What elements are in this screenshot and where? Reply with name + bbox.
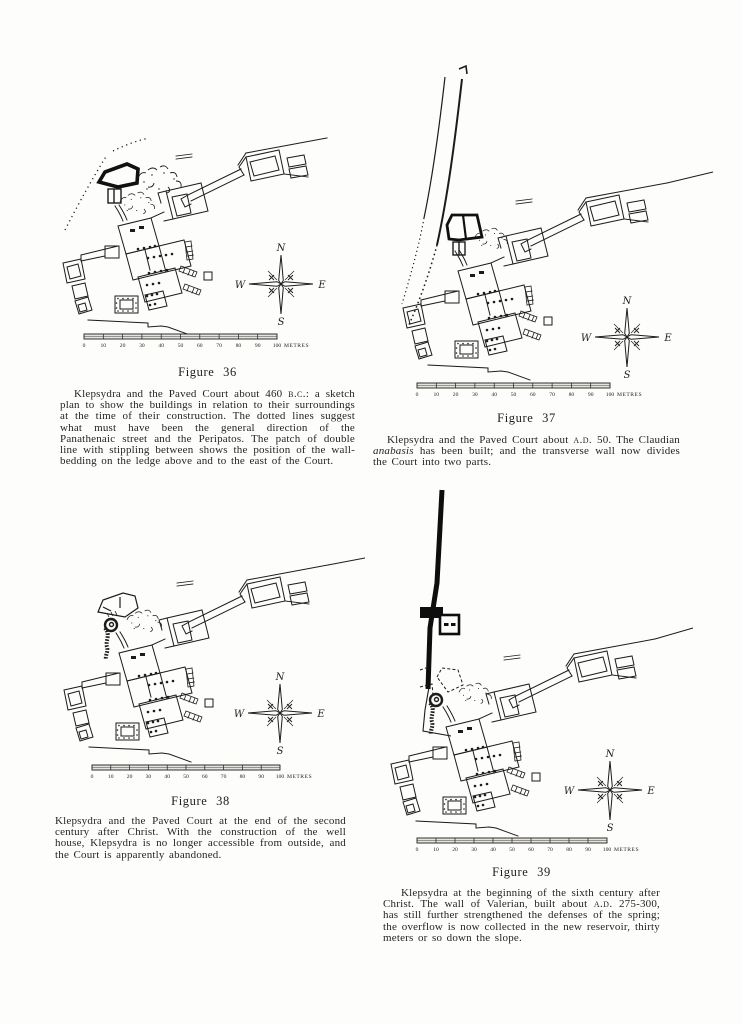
compass-south-label: S bbox=[623, 370, 631, 381]
caption-segment: has been built; and the transverse wall now divides the Court into two parts. bbox=[373, 445, 680, 469]
caption-segment: Klepsydra and the Paved Court at the end of the second century after Christ. With the construction of the well house, Klepsydra is no longer accessible from outside, and the Court is apparently abandoned. bbox=[55, 815, 346, 861]
scale-tick-label: 20 bbox=[452, 392, 459, 398]
figure-39-caption bbox=[383, 888, 660, 944]
scale-unit-label: METRES bbox=[614, 847, 640, 853]
scale-tick-label: 60 bbox=[528, 847, 534, 853]
rock-stipples bbox=[120, 192, 155, 214]
figure-38-caption bbox=[55, 816, 346, 861]
compass-rose bbox=[235, 243, 326, 328]
caption-segment: Klepsydra and the Paved Court about 460 bbox=[74, 388, 289, 400]
scale-tick-label: 10 bbox=[108, 774, 114, 780]
paved-court-walls-divided bbox=[447, 215, 482, 240]
figure-36-title: Figure 36 bbox=[178, 365, 237, 379]
compass-rose bbox=[564, 749, 655, 834]
scale-tick-label: 0 bbox=[415, 392, 419, 398]
court-annex bbox=[108, 189, 121, 203]
transverse-wall bbox=[463, 215, 466, 239]
figure-39-title: Figure 39 bbox=[492, 865, 551, 879]
scale-tick-labels bbox=[416, 847, 612, 853]
scale-tick-label: 10 bbox=[433, 847, 439, 853]
scale-tick-label: 40 bbox=[164, 774, 170, 780]
valerian-wall bbox=[420, 490, 443, 689]
boundary-extension bbox=[655, 628, 693, 639]
figure-37-title: Figure 37 bbox=[497, 411, 556, 425]
caption-segment: Klepsydra and the Paved Court about bbox=[387, 434, 574, 446]
scale-tick-label: 80 bbox=[568, 392, 575, 398]
boundary-extension bbox=[328, 558, 365, 565]
gate-tower-square bbox=[440, 615, 459, 634]
caption-segment: b.c. bbox=[288, 388, 306, 400]
scale-unit-label: METRES bbox=[284, 343, 310, 349]
compass-north-label: N bbox=[276, 243, 286, 254]
caption-segment: anabasis bbox=[373, 445, 414, 458]
scale-tick-label: 50 bbox=[510, 392, 517, 398]
scale-tick-labels bbox=[83, 343, 282, 349]
scale-tick-label: 40 bbox=[158, 343, 164, 349]
boundary-extension bbox=[667, 172, 713, 183]
compass-west-label: W bbox=[233, 709, 245, 720]
scale-bar bbox=[416, 383, 642, 398]
scale-unit-label: METRES bbox=[287, 774, 313, 780]
scale-bar bbox=[416, 838, 639, 853]
site-plan-figure-36 bbox=[35, 125, 365, 360]
caption-segment: a.d. bbox=[593, 898, 613, 911]
compass-east-label: E bbox=[664, 333, 672, 344]
scale-tick-label: 70 bbox=[547, 847, 553, 853]
base-site-plan bbox=[63, 138, 327, 335]
scale-tick-label: 50 bbox=[509, 847, 515, 853]
scale-tick-label: 30 bbox=[471, 847, 477, 853]
compass-south-label: S bbox=[277, 317, 285, 328]
scale-tick-label: 80 bbox=[235, 343, 242, 349]
scale-tick-label: 20 bbox=[119, 343, 126, 349]
scale-tick-label: 60 bbox=[202, 774, 208, 780]
scale-tick-label: 30 bbox=[472, 392, 478, 398]
figure-38-title: Figure 38 bbox=[171, 794, 230, 808]
scale-tick-label: 100 bbox=[272, 343, 282, 349]
compass-south-label: S bbox=[276, 746, 284, 757]
site-plan-figure-38 bbox=[35, 545, 365, 790]
compass-east-label: E bbox=[318, 280, 326, 291]
compass-north-label: N bbox=[622, 296, 632, 307]
compass-rose bbox=[581, 296, 672, 381]
scale-tick-label: 90 bbox=[258, 774, 264, 780]
compass-rose bbox=[234, 672, 325, 757]
scale-tick-label: 60 bbox=[197, 343, 203, 349]
site-plan-figure-39 bbox=[375, 488, 715, 862]
scale-tick-label: 100 bbox=[602, 847, 612, 853]
caption-segment: : a sketch plan to show the buildings in relation to their surroundings at the time of their construction. The dotted lines suggest what must have been the general direction of the Panathenaic street and the Peripatos. The patch of double line with stippling between shows the position of the wall-bedding on the ledge above and to the east of the Court. bbox=[60, 388, 356, 468]
roadway-lines bbox=[402, 66, 467, 327]
scale-tick-label: 80 bbox=[239, 774, 246, 780]
paved-court-outline bbox=[98, 593, 138, 617]
base-site-plan bbox=[64, 565, 328, 762]
rock-stipples bbox=[459, 683, 491, 703]
well-house-passage-coil bbox=[430, 694, 442, 735]
court-annex bbox=[453, 242, 465, 255]
compass-west-label: W bbox=[234, 280, 246, 291]
compass-east-label: E bbox=[647, 786, 655, 797]
site-plan-figure-37 bbox=[375, 55, 715, 405]
scale-tick-label: 100 bbox=[275, 774, 285, 780]
scale-tick-label: 0 bbox=[82, 343, 86, 349]
caption-segment: a.d. bbox=[573, 434, 593, 446]
figure-36-caption bbox=[60, 389, 355, 467]
scale-tick-label: 80 bbox=[566, 847, 572, 853]
scale-tick-label: 50 bbox=[177, 343, 184, 349]
compass-west-label: W bbox=[563, 786, 575, 797]
caption-segment: Klepsydra at the beginning of the sixth century after Christ. The wall of Valerian, built about bbox=[383, 887, 660, 911]
scale-tick-label: 60 bbox=[530, 392, 536, 398]
scale-tick-label: 0 bbox=[90, 774, 94, 780]
scale-tick-labels bbox=[416, 392, 615, 398]
scale-tick-label: 30 bbox=[139, 343, 145, 349]
compass-west-label: W bbox=[580, 333, 592, 344]
scale-tick-label: 0 bbox=[415, 847, 419, 853]
scale-tick-label: 10 bbox=[433, 392, 440, 398]
well-house-passage-coil bbox=[105, 619, 117, 660]
figure-37-caption bbox=[373, 435, 680, 469]
scale-bar bbox=[91, 765, 312, 780]
scale-tick-label: 30 bbox=[145, 774, 152, 780]
scale-tick-labels bbox=[91, 774, 285, 780]
scale-tick-label: 90 bbox=[585, 847, 591, 853]
compass-north-label: N bbox=[275, 672, 285, 683]
caption-segment: 50. The Claudian bbox=[592, 434, 680, 446]
scale-tick-label: 50 bbox=[183, 774, 189, 780]
compass-north-label: N bbox=[605, 749, 615, 760]
scale-tick-label: 90 bbox=[254, 343, 261, 349]
compass-south-label: S bbox=[606, 823, 614, 834]
scale-tick-label: 40 bbox=[490, 847, 496, 853]
rock-stipples bbox=[127, 610, 162, 632]
paved-court-walls bbox=[99, 164, 138, 187]
compass-east-label: E bbox=[317, 709, 325, 720]
scale-unit-label: METRES bbox=[617, 392, 643, 398]
scale-tick-label: 40 bbox=[491, 392, 497, 398]
scale-tick-label: 90 bbox=[587, 392, 594, 398]
scale-bar bbox=[83, 334, 309, 349]
scale-tick-label: 70 bbox=[216, 343, 222, 349]
scale-tick-label: 70 bbox=[220, 774, 227, 780]
caption-segment: 275-300, has still further strengthened the defenses of the spring; the overflow is now collected in the new reservoir, thirty meters or so down the slope. bbox=[383, 898, 660, 944]
scale-tick-label: 20 bbox=[126, 774, 133, 780]
scale-tick-label: 70 bbox=[549, 392, 555, 398]
scale-tick-label: 100 bbox=[605, 392, 615, 398]
scale-tick-label: 10 bbox=[100, 343, 107, 349]
scale-tick-label: 20 bbox=[452, 847, 458, 853]
